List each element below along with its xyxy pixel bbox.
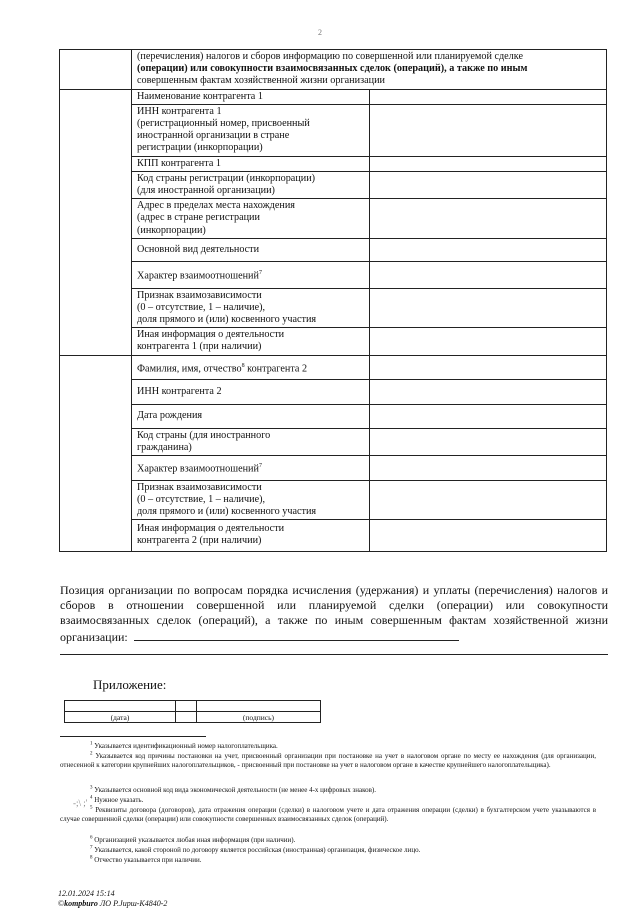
row-label: Адрес в пределах места нахождения [137, 200, 295, 212]
page-number: 2 [318, 28, 322, 37]
position-answer-line[interactable] [134, 629, 459, 641]
row-label: регистрации (инкорпорации) [137, 142, 263, 154]
footnote [60, 742, 596, 751]
row-label: Характер взаимоотношений [137, 270, 259, 282]
footnote-ref: 7 [258, 270, 262, 277]
intro-line-3: совершенным фактам хозяйственной жизни организации [137, 75, 385, 87]
table-row [60, 405, 607, 428]
left-cell [60, 50, 132, 90]
organization-position [60, 583, 608, 645]
position-text: Позиция организации по вопросам порядка исчисления (удержания) и уплаты (перечисления) налогов и сборов в отношении совершенной или планируемой сделки (операции) или совокупности взаимосвязанных сделок (операций), а также по иным совершенным фактам хозяйственной жизни организации: [60, 583, 608, 644]
value-cell[interactable] [369, 456, 607, 481]
table-row [60, 238, 607, 261]
table-row [60, 50, 607, 90]
value-cell[interactable] [369, 104, 607, 156]
footnote-separator [60, 736, 206, 737]
blank-line [60, 654, 608, 655]
table-row [60, 428, 607, 455]
date-caption: (дата) [65, 712, 176, 723]
value-cell[interactable] [369, 428, 607, 455]
row-label: (регистрационный номер, присвоенный [137, 118, 310, 130]
signature-caption: (подпись) [197, 712, 321, 723]
appendix-label: Приложение: [93, 677, 167, 692]
footnote-text: Реквизиты договора (договоров), дата отражения операции (сделки) в налоговом учете и дата отражения операции (сделки) в бухгалтерском учете указываются в случае совершенной сделки (операции) или совокупности совершенных взаимосвязанных сделок (операций). [60, 806, 596, 823]
row-label: ИНН контрагента 1 [137, 105, 222, 117]
label-cell [132, 328, 370, 355]
footnote-number: 8 [90, 855, 93, 861]
label-cell [132, 380, 370, 405]
table-row [60, 480, 607, 520]
table-row [60, 456, 607, 481]
footnote-text: Отчество указывается при наличии. [94, 856, 202, 864]
row-label-tail: контрагента 2 [244, 363, 308, 375]
table-row [60, 262, 607, 289]
value-cell[interactable] [369, 89, 607, 104]
group2-left-cell [60, 355, 132, 551]
intro-line-2-text: (операции) или совокупности взаимосвязанных сделок (операций), а также по иным [137, 63, 528, 75]
brand-name: kompburo [64, 899, 98, 908]
row-label: Признак взаимозависимости [137, 289, 262, 301]
table-row [60, 199, 607, 239]
row-label: Дата рождения [137, 410, 203, 422]
label-cell [132, 428, 370, 455]
label-cell [132, 288, 370, 328]
value-cell[interactable] [369, 288, 607, 328]
label-cell [132, 104, 370, 156]
value-cell[interactable] [369, 355, 607, 380]
row-label: Код страны (для иностранного [137, 429, 271, 441]
table-row [60, 104, 607, 156]
label-cell [132, 520, 370, 551]
footnote-ref: 7 [258, 463, 262, 470]
table-row [60, 288, 607, 328]
spacer-cell [176, 701, 197, 712]
footnote-text: Указывается основной код вида экономической деятельности (не менее 4-х цифровых знаков). [94, 786, 377, 794]
row-label: гражданина) [137, 441, 192, 453]
signature-field[interactable] [197, 701, 321, 712]
date-field[interactable] [65, 701, 176, 712]
row-label: доля прямого и (или) косвенного участия [137, 314, 317, 326]
footnote [60, 836, 596, 845]
footnote-text: Организацией указывается любая иная информация (при наличии). [94, 836, 296, 844]
table-row [65, 701, 321, 712]
value-cell[interactable] [369, 520, 607, 551]
footnote [60, 856, 596, 865]
row-label: контрагента 1 (при наличии) [137, 341, 262, 353]
print-timestamp: 12.01.2024 15:14 [58, 889, 115, 898]
row-label: (инкорпорации) [137, 224, 206, 236]
table-row [60, 355, 607, 380]
label-cell [132, 171, 370, 198]
row-label: КПП контрагента 1 [137, 157, 221, 169]
footnote [60, 796, 596, 805]
row-label: Основной вид деятельности [137, 243, 260, 255]
table-row [65, 712, 321, 723]
value-cell[interactable] [369, 171, 607, 198]
document-code [58, 899, 167, 908]
table-row [60, 328, 607, 355]
table-row [60, 380, 607, 405]
footnote-text: Указывается, какой стороной по договору является российская (иностранная) организация, физическое лицо. [94, 846, 421, 854]
value-cell[interactable] [369, 328, 607, 355]
value-cell[interactable] [369, 480, 607, 520]
footnote-number: 1 [90, 741, 93, 747]
signature-table [64, 700, 321, 723]
footnote [60, 846, 596, 855]
copyright-sign: © [58, 899, 65, 908]
row-label: Признак взаимозависимости [137, 481, 262, 493]
row-label: Фамилия, имя, отчество [137, 363, 242, 375]
footnote-text: Нужное указать. [94, 796, 144, 804]
footnote-ref: 8 [241, 362, 245, 369]
row-label: контрагента 2 (при наличии) [137, 535, 262, 547]
value-cell[interactable] [369, 405, 607, 428]
footnote-number: 5 [90, 805, 93, 811]
footnote-number: 7 [90, 845, 93, 851]
row-label: Характер взаимоотношений [137, 463, 259, 475]
counterparty-table [59, 49, 607, 552]
row-label: (адрес в стране регистрации [137, 212, 260, 224]
footnote [60, 806, 596, 824]
value-cell[interactable] [369, 380, 607, 405]
label-cell [132, 89, 370, 104]
footnote-text: Указывается идентификационный номер налогоплательщика. [94, 742, 278, 750]
doc-code-text: ЛО Р.Јирш-К4840-2 [99, 899, 168, 908]
row-label: ИНН контрагента 2 [137, 386, 222, 398]
row-label: (для иностранной организации) [137, 185, 275, 197]
table-row [60, 156, 607, 171]
footnote-number: 2 [90, 751, 93, 757]
row-label: доля прямого и (или) косвенного участия [137, 506, 317, 518]
value-cell[interactable] [369, 262, 607, 289]
intro-cell [132, 50, 607, 90]
label-cell [132, 355, 370, 380]
value-cell[interactable] [369, 199, 607, 239]
table-row [60, 89, 607, 104]
intro-line-2 [137, 63, 602, 75]
label-cell [132, 199, 370, 239]
row-label: иностранной организации в стране [137, 130, 290, 142]
table-row [60, 520, 607, 551]
label-cell [132, 456, 370, 481]
footnote-number: 4 [90, 795, 93, 801]
label-cell [132, 480, 370, 520]
footnote-number: 3 [90, 785, 93, 791]
row-label: (0 – отсутствие, 1 – наличие), [137, 493, 266, 505]
footnote [60, 786, 596, 795]
label-cell [132, 156, 370, 171]
label-cell [132, 238, 370, 261]
footnote-number: 6 [90, 835, 93, 841]
spacer-cell [176, 712, 197, 723]
row-label: Иная информация о деятельности [137, 329, 285, 341]
footnote [60, 752, 596, 770]
group1-left-cell [60, 89, 132, 355]
label-cell [132, 262, 370, 289]
label-cell [132, 405, 370, 428]
row-label: (0 – отсутствие, 1 – наличие), [137, 301, 266, 313]
footnote-text: Указывается код причины постановки на учет, присвоенный организации при постановке на учет в налоговом органе по месту ее нахождения (для организации, отнесенной к категории крупнейших налогоплательщиков, - присвоенный при постановке на учет в налоговом органе в качестве крупнейшего налогоплательщика). [60, 752, 596, 769]
handwritten-mark: -;\ ;' [73, 798, 88, 808]
intro-line-1: (перечисления) налогов и сборов информацию по совершенной или планируемой сделке [137, 51, 523, 62]
value-cell[interactable] [369, 238, 607, 261]
value-cell[interactable] [369, 156, 607, 171]
row-label: Наименование контрагента 1 [137, 90, 263, 102]
row-label: Иная информация о деятельности [137, 523, 285, 535]
row-label: Код страны регистрации (инкорпорации) [137, 172, 316, 184]
table-row [60, 171, 607, 198]
